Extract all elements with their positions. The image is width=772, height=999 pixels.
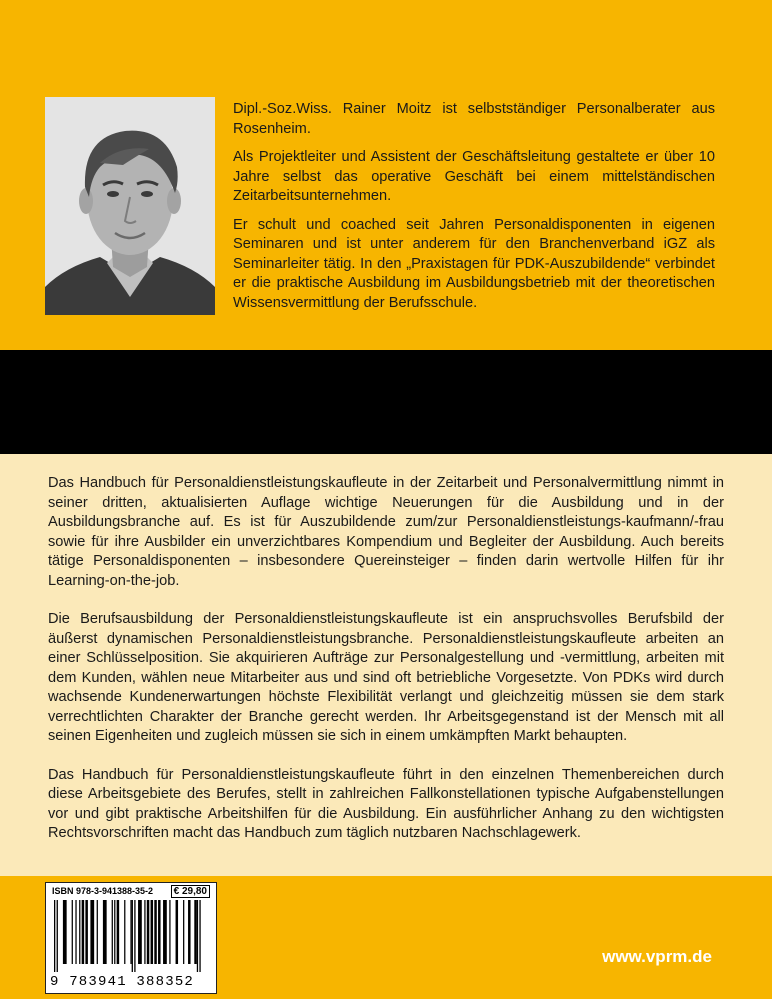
barcode-bar xyxy=(63,900,67,964)
barcode-bar xyxy=(144,900,145,964)
author-bio-paragraph: Dipl.-Soz.Wiss. Rainer Moitz ist selbstständiger Personalberater aus Rosenheim. xyxy=(233,101,715,137)
barcode-bar xyxy=(114,900,115,964)
barcode-label xyxy=(45,882,217,994)
black-band xyxy=(0,350,772,454)
barcode-bar xyxy=(79,900,80,964)
author-bio-paragraph: Er schult und coached seit Jahren Personaldisponenten in eigenen Seminaren und ist unter anderem für den Branchenverband iGZ als Seminarleiter tätig. In den „Praxistagen für PDK-Auszubildende“ verbindet er die praktische Ausbildung im Ausbildungsbetrieb mit der theoretischen Wissensvermittlung der Berufsschule. xyxy=(233,216,715,311)
barcode-bar xyxy=(138,900,142,964)
barcode-bar xyxy=(183,900,184,964)
barcode-bar xyxy=(124,900,125,964)
barcode-bar xyxy=(169,900,170,964)
barcode-bar xyxy=(134,900,135,972)
barcode-bar xyxy=(130,900,131,964)
price-tag: € 29,80 xyxy=(171,885,210,898)
isbn-row xyxy=(52,886,210,898)
barcode-bar xyxy=(154,900,157,964)
description-paragraph: Die Berufsausbildung der Personaldienstleistungskaufleute ist ein anspruchsvolles Berufsbild der äußerst dynamischen Personaldienstleistungsbranche. Personaldienstleistungskaufleute arbeiten an einer Schlüsselposition. Sie akquirieren Aufträge zur Personalgestellung und -vermittlung, arbeiten mit dem Kunden, wählen neue Mitarbeiter aus und sind oft betriebliche Vorgesetzte. Von PDKs wird durch wachsende Kundenerwartungen höchste Flexibilität verlangt und gleichzeitig müssen sie dem stark verrechtlichten Charakter der Branche gerecht werden. Ihr Arbeitsgegenstand ist der Mensch mit all seinen Eigenheiten und zugleich müssen sie sich in einem umkämpften Markt behaupten. xyxy=(48,611,724,744)
barcode-bar xyxy=(57,900,58,972)
barcode-bar xyxy=(151,900,154,964)
barcode-bar xyxy=(97,900,98,964)
description-paragraph: Das Handbuch für Personaldienstleistungskaufleute in der Zeitarbeit und Personalvermittlung nimmt in seiner dritten, aktualisierten Auflage wichtige Neuerungen für die Ausbildung und in der Ausbildungsbranche auf. Es ist für Auszubildende zum/zur Personaldienstleistungs-kaufmann/-frau sowie für ihre Ausbilder ein unverzichtbares Kompendium und Begleiter der Ausbildung. Auch bereits tätige Personaldisponenten – insbesondere Quereinsteiger – finden darin wertvolle Hilfen für ihr Learning-on-the-job. xyxy=(48,475,724,589)
barcode-bar xyxy=(176,900,179,964)
publisher-website: www.vprm.de xyxy=(602,947,712,966)
barcode-bar xyxy=(197,900,198,972)
barcode-bar xyxy=(199,900,200,972)
author-photo xyxy=(45,97,215,315)
barcode-bar xyxy=(163,900,167,964)
barcode-bar xyxy=(117,900,120,964)
barcode-bar xyxy=(132,900,133,972)
description-paragraph: Das Handbuch für Personaldienstleistungskaufleute führt in den einzelnen Themenbereichen durch diese Arbeitsgebiete des Berufes, stellt in zahlreichen Fallkonstellationen typische Aufgabenstellungen vor und gibt praktische Arbeitshilfen für die Ausbildung. Ein ausführlicher Anhang zu den wichtigsten Rechtsvorschriften macht das Handbuch zum täglich nutzbaren Nachschlagewerk. xyxy=(48,766,724,841)
barcode-bar xyxy=(90,900,94,964)
barcode-bar xyxy=(188,900,191,964)
barcode-bar xyxy=(194,900,197,964)
barcode-bar xyxy=(103,900,107,964)
barcode-digits: 9 783941 388352 xyxy=(50,974,195,990)
barcode-bar xyxy=(82,900,85,964)
isbn-number: ISBN 978-3-941388-35-2 xyxy=(52,886,154,896)
author-bio-paragraph: Als Projektleiter und Assistent der Geschäftsleitung gestaltete er über 10 Jahre selbst das operative Geschäft bei einem mittelständischen Zeitarbeitsunternehmen. xyxy=(233,149,715,204)
author-bio xyxy=(233,100,715,322)
barcode-bars xyxy=(52,900,210,972)
barcode-bar xyxy=(112,900,113,964)
book-description xyxy=(48,474,724,863)
barcode-bar xyxy=(75,900,76,964)
barcode-bar xyxy=(158,900,161,964)
barcode-bar xyxy=(85,900,88,964)
barcode-bar xyxy=(147,900,150,964)
barcode-bar xyxy=(72,900,73,964)
barcode-bar xyxy=(54,900,55,972)
